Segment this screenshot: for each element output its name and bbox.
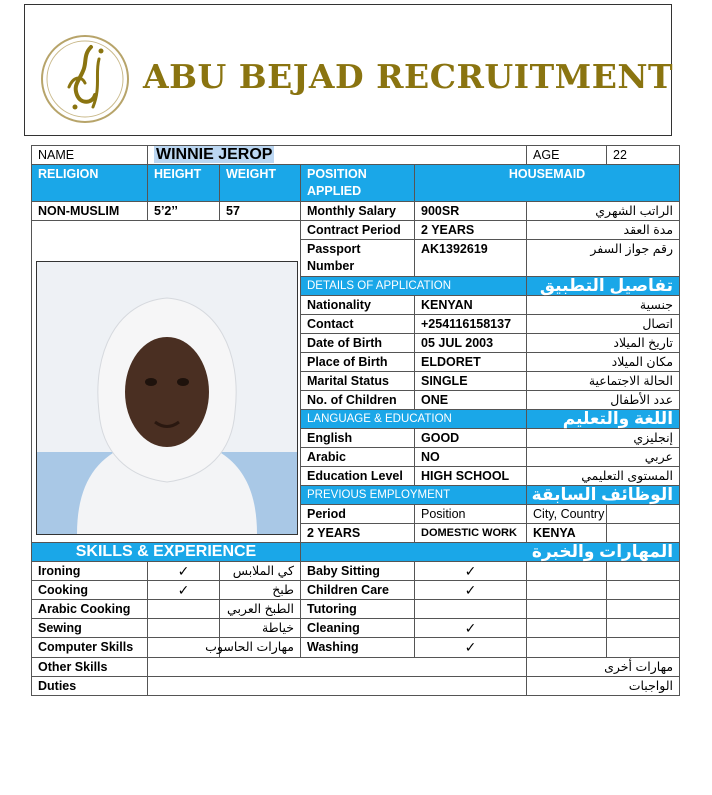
previous-employment-title-ar: الوظائف السابقة bbox=[527, 486, 680, 505]
skill-empty bbox=[607, 562, 680, 581]
contract-period-value: 2 YEARS bbox=[415, 221, 527, 240]
no-of-children-label-ar: عدد الأطفال bbox=[527, 391, 680, 410]
age-label: AGE bbox=[527, 146, 607, 165]
other-skills-value bbox=[148, 658, 527, 677]
skill-label: Cleaning bbox=[301, 619, 415, 638]
place-of-birth-value: ELDORET bbox=[415, 353, 527, 372]
details-of-application-title: DETAILS OF APPLICATION bbox=[301, 277, 527, 296]
date-of-birth-label: Date of Birth bbox=[301, 334, 415, 353]
no-of-children-value: ONE bbox=[415, 391, 527, 410]
skill-label: Ironing bbox=[32, 562, 148, 581]
skills-section-header bbox=[32, 543, 680, 562]
skill-label: Tutoring bbox=[301, 600, 415, 619]
marital-status-value: SINGLE bbox=[415, 372, 527, 391]
skill-label-ar: خياطة bbox=[220, 619, 301, 638]
other-skills-label-ar: مهارات أخرى bbox=[527, 658, 680, 677]
contact-value: +254116158137 bbox=[415, 315, 527, 334]
marital-status-label-ar: الحالة الاجتماعية bbox=[527, 372, 680, 391]
contact-label-ar: اتصال bbox=[527, 315, 680, 334]
skill-empty bbox=[527, 619, 607, 638]
arabic-label-ar: عربي bbox=[527, 448, 680, 467]
date-of-birth-label-ar: تاريخ الميلاد bbox=[527, 334, 680, 353]
skills-experience-title: SKILLS & EXPERIENCE bbox=[32, 543, 301, 562]
contract-period-row bbox=[32, 221, 680, 240]
arabic-label: Arabic bbox=[301, 448, 415, 467]
skill-row bbox=[32, 638, 680, 658]
skill-empty bbox=[607, 581, 680, 600]
english-value: GOOD bbox=[415, 429, 527, 448]
name-value-cell bbox=[148, 146, 527, 165]
weight-label: WEIGHT bbox=[220, 165, 301, 202]
duties-label: Duties bbox=[32, 677, 148, 696]
skill-row bbox=[32, 562, 680, 581]
skill-label: Computer Skills bbox=[32, 638, 148, 658]
language-education-title-ar: اللغة والتعليم bbox=[527, 410, 680, 429]
education-level-label: Education Level bbox=[301, 467, 415, 486]
skill-label: Arabic Cooking bbox=[32, 600, 148, 619]
skill-check: ✓ bbox=[148, 562, 220, 581]
skill-check bbox=[148, 619, 220, 638]
skill-check bbox=[415, 600, 527, 619]
application-form bbox=[31, 145, 680, 696]
height-label: HEIGHT bbox=[148, 165, 220, 202]
attributes-values-row bbox=[32, 202, 680, 221]
nationality-label: Nationality bbox=[301, 296, 415, 315]
city-country-label: City, Country bbox=[527, 505, 607, 524]
skill-check bbox=[148, 600, 220, 619]
skill-row bbox=[32, 581, 680, 600]
skill-empty bbox=[527, 562, 607, 581]
employment-extra-value bbox=[607, 524, 680, 543]
duties-label-ar: الواجبات bbox=[527, 677, 680, 696]
skill-label-ar: طبخ bbox=[220, 581, 301, 600]
skill-label: Children Care bbox=[301, 581, 415, 600]
employment-extra-cell bbox=[607, 505, 680, 524]
skill-label-ar: كي الملابس bbox=[220, 562, 301, 581]
candidate-photo bbox=[36, 261, 298, 535]
place-of-birth-label: Place of Birth bbox=[301, 353, 415, 372]
skill-check: ✓ bbox=[415, 562, 527, 581]
monthly-salary-value: 900SR bbox=[415, 202, 527, 221]
contract-period-label: Contract Period bbox=[301, 221, 415, 240]
skill-label: Washing bbox=[301, 638, 415, 658]
candidate-name: WINNIE JEROP bbox=[156, 146, 273, 163]
skill-check: ✓ bbox=[415, 581, 527, 600]
skill-row bbox=[32, 600, 680, 619]
header-box bbox=[24, 4, 672, 136]
height-value: 5’2’’ bbox=[148, 202, 220, 221]
candidate-photo-icon bbox=[37, 262, 297, 534]
contact-label: Contact bbox=[301, 315, 415, 334]
skill-empty bbox=[527, 600, 607, 619]
place-of-birth-label-ar: مكان الميلاد bbox=[527, 353, 680, 372]
name-label: NAME bbox=[32, 146, 148, 165]
duties-row bbox=[32, 677, 680, 696]
position-label: Position bbox=[415, 505, 527, 524]
skill-empty bbox=[527, 581, 607, 600]
arabic-value: NO bbox=[415, 448, 527, 467]
skill-empty bbox=[607, 638, 680, 658]
religion-label: RELIGION bbox=[32, 165, 148, 202]
skill-row bbox=[32, 619, 680, 638]
company-name: ABU BEJAD RECRUITMENT bbox=[143, 57, 674, 96]
skill-empty bbox=[607, 619, 680, 638]
other-skills-row bbox=[32, 658, 680, 677]
skill-check: ✓ bbox=[148, 581, 220, 600]
skill-label-ar: مهارات الحاسوب bbox=[220, 638, 301, 658]
employment-country-value: KENYA bbox=[527, 524, 607, 543]
nationality-value: KENYAN bbox=[415, 296, 527, 315]
weight-value: 57 bbox=[220, 202, 301, 221]
details-of-application-title-ar: تفاصيل التطبيق bbox=[527, 277, 680, 296]
skill-label: Baby Sitting bbox=[301, 562, 415, 581]
nationality-label-ar: جنسية bbox=[527, 296, 680, 315]
skill-check: ✓ bbox=[415, 619, 527, 638]
skill-check: ✓ bbox=[415, 638, 527, 658]
age-value: 22 bbox=[607, 146, 680, 165]
duties-value bbox=[148, 677, 527, 696]
english-label-ar: إنجليزي bbox=[527, 429, 680, 448]
skill-label: Sewing bbox=[32, 619, 148, 638]
monthly-salary-label: Monthly Salary bbox=[301, 202, 415, 221]
date-of-birth-value: 05 JUL 2003 bbox=[415, 334, 527, 353]
position-applied-label: POSITION APPLIED bbox=[301, 165, 415, 202]
education-level-value: HIGH SCHOOL bbox=[415, 467, 527, 486]
passport-number-label-ar: رقم جواز السفر bbox=[527, 240, 680, 277]
skill-empty bbox=[527, 638, 607, 658]
passport-number-label: Passport Number bbox=[301, 240, 415, 277]
contract-period-label-ar: مدة العقد bbox=[527, 221, 680, 240]
skill-label: Cooking bbox=[32, 581, 148, 600]
monthly-salary-label-ar: الراتب الشهري bbox=[527, 202, 680, 221]
religion-value: NON-MUSLIM bbox=[32, 202, 148, 221]
skills-experience-title-ar: المهارات والخبرة bbox=[301, 543, 680, 562]
no-of-children-label: No. of Children bbox=[301, 391, 415, 410]
language-education-title: LANGUAGE & EDUCATION bbox=[301, 410, 527, 429]
english-label: English bbox=[301, 429, 415, 448]
photo-cell bbox=[32, 221, 301, 543]
period-label: Period bbox=[301, 505, 415, 524]
attributes-header-row bbox=[32, 165, 680, 202]
other-skills-label: Other Skills bbox=[32, 658, 148, 677]
passport-number-value: AK1392619 bbox=[415, 240, 527, 277]
abu-bejad-logo-icon bbox=[39, 33, 131, 125]
position-value: HOUSEMAID bbox=[415, 165, 680, 202]
skill-empty bbox=[607, 600, 680, 619]
name-row bbox=[32, 146, 680, 165]
skill-label-ar: الطبخ العربي bbox=[220, 600, 301, 619]
marital-status-label: Marital Status bbox=[301, 372, 415, 391]
previous-employment-title: PREVIOUS EMPLOYMENT bbox=[301, 486, 527, 505]
employment-period-value: 2 YEARS bbox=[301, 524, 415, 543]
employment-position-value: DOMESTIC WORK bbox=[415, 524, 527, 543]
education-level-label-ar: المستوى التعليمي bbox=[527, 467, 680, 486]
